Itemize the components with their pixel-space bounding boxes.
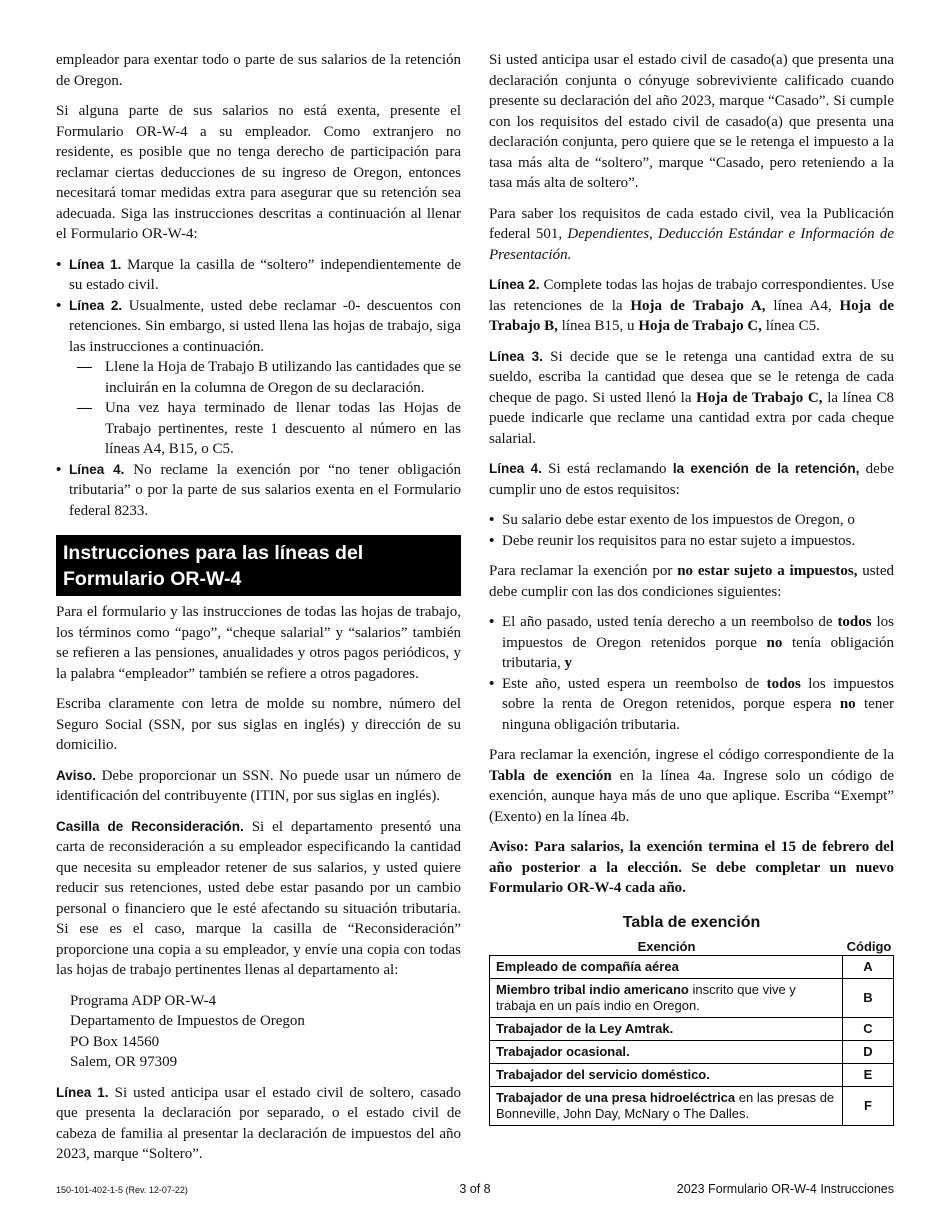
paragraph-married: Si usted anticipa usar el estado civil de casado(a) que presenta una declaración conjunta o cónyuge sobreviviente calificado cuando presente su declaración del año 2023, marque “Casado”. Si cumple con los requisitos del estado civil de casado(a) que presenta una declaración conjunta, pero quiere que se le retenga el impuesto a la tasa más alta de “soltero”, marque “Casado, pero reteniendo a la tasa más alta de soltero”. — [489, 52, 894, 191]
list-item: — Una vez haya terminado de llenar todas las Hojas de Trabajo pertinentes, reste 1 descuento al número en las líneas A4, B15, o C5. — [77, 398, 461, 460]
paragraph-reconsideration: Casilla de Reconsideración. Si el departamento presentó una carta de reconsideración a su empleador especificando la cantidad que necesita su empleador retener de sus salarios, y usted quiere reducir sus retenciones, usted debe estar pasando por un cambio personal o financiero que le esté afectando su situación tributaria. Si ese es el caso, marque la casilla de “Reconsideración” proporcione una copia a su empleador, y envíe una copia con todas las hojas de trabajo pertinentes llenas al departamento al: — [56, 818, 461, 978]
paragraph-publication-501: Para saber los requisitos de cada estado civil, vea la Publicación federal 501, Dependientes, Deducción Estándar e Información de Presentación. — [489, 205, 894, 263]
paragraph-line1: Línea 1. Si usted anticipa usar el estado civil de soltero, casado que presenta la declaración por separado, o el estado civil de cabeza de familia al presentar la declaración de impuestos del año 2023, marque “Soltero”. — [56, 1084, 461, 1162]
exemption-code: A — [843, 956, 894, 979]
table-row: Empleado de compañía aérea A — [490, 956, 894, 979]
list-item: • Línea 2. Usualmente, usted debe reclamar -0- descuentos con retenciones. Sin embargo, si usted llena las hojas de trabajo, siga las instrucciones a continuación. — Llene la Hoja de Trabajo B utilizando las cantidades que se incluirán en la columna de Oregon de su declaración. — Una vez haya terminado de llenar todas las Hojas de Trabajo pertinentes, reste 1 descuento al número en las líneas A4, B15, o C5. — [56, 296, 461, 460]
page-number: 3 of 8 — [459, 1182, 491, 1196]
list-item: • El año pasado, usted tenía derecho a un reembolso de todos los impuestos de Oregon retenidos porque no tenía obligación tributaria, y — [489, 612, 894, 674]
paragraph-line4: Línea 4. Si está reclamando la exención de la retención, debe cumplir uno de estos requisitos: — [489, 461, 894, 498]
exemption-table-title: Tabla de exención — [622, 913, 761, 931]
exemption-code: B — [843, 979, 894, 1018]
address-line: Programa ADP OR-W-4 — [70, 992, 217, 1009]
left-column — [56, 50, 461, 1175]
paragraph-line2: Línea 2. Complete todas las hojas de trabajo correspondientes. Use las retenciones de la Hoja de Trabajo A, línea A4, Hoja de Trabajo B, línea B15, u Hoja de Trabajo C, línea C5. — [489, 277, 894, 334]
list-item: — Llene la Hoja de Trabajo B utilizando las cantidades que se incluirán en la columna de Oregon de su declaración. — [77, 357, 461, 398]
table-row: Trabajador del servicio doméstico. E — [490, 1064, 894, 1087]
exemption-code: F — [843, 1087, 894, 1126]
paragraph-exempt-intro: empleador para exentar todo o parte de sus salarios de la retención de Oregon. — [56, 52, 461, 89]
address-line: Salem, OR 97309 — [70, 1054, 178, 1070]
exemption-table — [489, 955, 894, 1126]
column-header-codigo: Código — [846, 939, 892, 954]
paragraph-no-tax-liability: Para reclamar la exención por no estar sujeto a impuestos, usted debe cumplir con las dos condiciones siguientes: — [489, 563, 894, 600]
table-row: Trabajador de una presa hidroeléctrica en las presas de Bonneville, John Day, McNary o The Dalles. F — [490, 1087, 894, 1126]
paragraph-line3: Línea 3. Si decide que se le retenga una cantidad extra de su sueldo, escriba la cantidad que desea que se le retenga de cada cheque de pago. Si usted llenó la Hoja de Trabajo C, la línea C8 puede indicarle que reclame una cantidad extra por cada cheque salarial. — [489, 348, 894, 447]
table-row: Miembro tribal indio americano inscrito que vive y trabaja en un país indio en Oregon. B — [490, 979, 894, 1018]
exemption-code: C — [843, 1018, 894, 1041]
paragraph-claim-exemption: Para reclamar la exención, ingrese el código correspondiente de la Tabla de exención en la línea 4a. Ingrese solo un código de exención, aunque haya más de uno que aplique. Escriba “Exempt” (Exento) en la línea 4b. — [489, 747, 895, 825]
column-header-exencion: Exención — [637, 939, 696, 954]
table-row: Trabajador de la Ley Amtrak. C — [490, 1018, 894, 1041]
table-row: Trabajador ocasional. D — [490, 1041, 894, 1064]
paragraph-terms: Para el formulario y las instrucciones de todas las hojas de trabajo, los términos como “pago”, “cheque salarial” y “salarios” también se refieren a las pensiones, anualidades y otros pagos periódicos, y la palabra “empleador” también se refiere a otros pagadores. — [56, 604, 461, 682]
exemption-code: D — [843, 1041, 894, 1064]
exemption-table-header — [489, 937, 894, 955]
section-heading: Instrucciones para las líneas del Formulario OR-W-4 — [56, 535, 461, 596]
list-item: • Su salario debe estar exento de los impuestos de Oregon, o — [489, 510, 894, 531]
paragraph-print-name: Escriba claramente con letra de molde su nombre, número del Seguro Social (SSN, por sus siglas en inglés) y dirección de su domicilio. — [56, 696, 461, 753]
list-item: • Línea 4. No reclame la exención por “no tener obligación tributaria” o por la parte de sus salarios exenta en el Formulario federal 8233. — [56, 460, 461, 522]
exemption-code: E — [843, 1064, 894, 1087]
footer-title: 2023 Formulario OR-W-4 Instrucciones — [676, 1182, 894, 1196]
paragraph-aviso-february: Aviso: Para salarios, la exención termina el 15 de febrero del año posterior a la elección. Se debe completar un nuevo Formulario OR-W-4 cada año. — [489, 839, 894, 896]
list-item: • Línea 1. Marque la casilla de “soltero” independientemente de su estado civil. — [56, 255, 461, 296]
right-column — [489, 50, 894, 1126]
mailing-address — [70, 991, 461, 1073]
paragraph-nonresident: Si alguna parte de sus salarios no está exenta, presente el Formulario OR-W-4 a su empleador. Como extranjero no residente, es posible que no tenga derecho de participación para reclamar ciertas deducciones de su ingreso de Oregon, entonces necesitará tomar medidas extra para asegurar que su retención sea adecuada. Siga las instrucciones descritas a continuación al llenar el Formulario OR-W-4: — [56, 103, 461, 242]
dash-sublist — [69, 357, 461, 460]
conditions-list — [489, 612, 894, 735]
form-number: 150-101-402-1-5 (Rev. 12-07-22) — [56, 1185, 188, 1195]
nonresident-instructions-list — [56, 255, 461, 522]
list-item: • Debe reunir los requisitos para no estar sujeto a impuestos. — [489, 531, 894, 552]
address-line: Departamento de Impuestos de Oregon — [70, 1013, 305, 1029]
exemption-requirements-list — [489, 510, 894, 551]
address-line: PO Box 14560 — [70, 1033, 160, 1050]
list-item: • Este año, usted espera un reembolso de todos los impuestos sobre la renta de Oregon retenidos, porque espera no tener ninguna obligación tributaria. — [489, 674, 894, 736]
paragraph-aviso-ssn: Aviso. Debe proporcionar un SSN. No puede usar un número de identificación del contribuyente (ITIN, por sus siglas en inglés). — [56, 767, 461, 804]
